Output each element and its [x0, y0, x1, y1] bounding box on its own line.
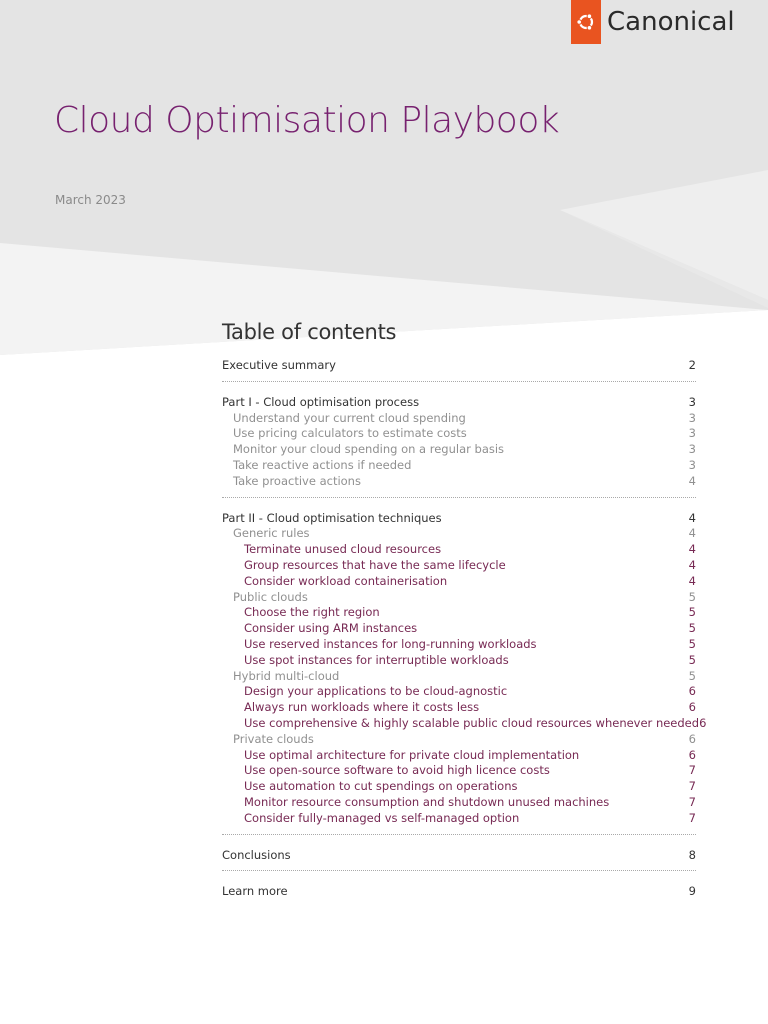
- toc-entry[interactable]: [222, 558, 696, 574]
- toc-entry-page: 4: [688, 573, 696, 588]
- toc-entry-page: 3: [688, 394, 696, 409]
- toc-entry[interactable]: [222, 700, 696, 716]
- toc-entry[interactable]: [222, 684, 696, 700]
- toc-entry[interactable]: [222, 732, 696, 748]
- toc-entry-page: 3: [688, 442, 696, 457]
- toc-entry-title: Consider fully-managed vs self-managed option: [244, 810, 520, 825]
- toc-section: [222, 884, 696, 907]
- toc-entry[interactable]: [222, 848, 696, 864]
- toc-entry-title: Part II - Cloud optimisation techniques: [222, 510, 442, 525]
- toc-entry[interactable]: [222, 715, 707, 732]
- toc-entry-title: Always run workloads where it costs less: [244, 700, 480, 715]
- toc-entry-page: 3: [688, 457, 696, 472]
- toc-entry[interactable]: [222, 884, 696, 900]
- toc-section: [222, 358, 696, 382]
- toc-entry-page: 3: [688, 426, 696, 441]
- toc-entry-title: Generic rules: [233, 526, 310, 541]
- ubuntu-circle-of-friends-icon: [571, 0, 601, 44]
- toc-entry-page: 5: [688, 621, 696, 636]
- toc-entry-page: 4: [688, 510, 696, 525]
- toc-section: [222, 395, 696, 498]
- toc-entry[interactable]: [222, 669, 696, 685]
- toc-entry[interactable]: [222, 411, 696, 427]
- toc-entry[interactable]: [222, 526, 696, 542]
- document-title: Cloud Optimisation Playbook: [54, 100, 560, 141]
- toc-entry[interactable]: [222, 395, 696, 411]
- toc-entry-title: Private clouds: [233, 731, 314, 746]
- toc-entry-page: 6: [688, 700, 696, 715]
- toc-entry-page: 6: [688, 747, 696, 762]
- toc-entry-title: Consider using ARM instances: [244, 621, 418, 636]
- toc-entry-page: 4: [688, 542, 696, 557]
- toc-entry[interactable]: [222, 763, 696, 779]
- toc-entry-title: Understand your current cloud spending: [233, 410, 466, 425]
- toc-sections: [222, 358, 707, 907]
- toc-entry-title: Use comprehensive & highly scalable public cloud resources whenever needed: [244, 715, 700, 730]
- canonical-logo: [571, 0, 735, 44]
- toc-entry[interactable]: [222, 637, 696, 653]
- toc-entry-page: 5: [688, 589, 696, 604]
- toc-entry-title: Part I - Cloud optimisation process: [222, 394, 420, 409]
- toc-entry-title: Use automation to cut spendings on operations: [244, 779, 518, 794]
- toc-entry-title: Use pricing calculators to estimate costs: [233, 426, 467, 441]
- toc-entry[interactable]: [222, 458, 696, 474]
- toc-entry[interactable]: [222, 779, 696, 795]
- table-of-contents: [222, 320, 707, 920]
- toc-entry-title: Learn more: [222, 884, 288, 899]
- toc-entry-page: 4: [688, 473, 696, 488]
- toc-entry-title: Take proactive actions: [233, 473, 361, 488]
- toc-entry-page: 6: [699, 715, 707, 730]
- toc-entry-title: Choose the right region: [244, 605, 380, 620]
- toc-heading: Table of contents: [222, 320, 397, 344]
- toc-entry-page: 6: [688, 731, 696, 746]
- toc-entry-title: Hybrid multi-cloud: [233, 668, 340, 683]
- toc-entry-title: Conclusions: [222, 847, 291, 862]
- toc-entry-title: Monitor your cloud spending on a regular basis: [233, 442, 505, 457]
- toc-entry-title: Use open-source software to avoid high licence costs: [244, 763, 550, 778]
- toc-entry[interactable]: [222, 511, 696, 527]
- toc-entry[interactable]: [222, 442, 696, 458]
- toc-entry[interactable]: [222, 542, 696, 558]
- toc-entry-page: 8: [688, 847, 696, 862]
- toc-entry-page: 9: [688, 884, 696, 899]
- toc-entry-title: Use optimal architecture for private cloud implementation: [244, 747, 580, 762]
- toc-entry[interactable]: [222, 621, 696, 637]
- brand-name: Canonical: [607, 7, 735, 37]
- document-date: March 2023: [55, 193, 126, 207]
- toc-entry[interactable]: [222, 474, 696, 490]
- toc-entry-title: Executive summary: [222, 358, 336, 372]
- toc-entry-title: Terminate unused cloud resources: [244, 542, 442, 557]
- toc-entry-page: 5: [688, 605, 696, 620]
- toc-entry-page: 7: [688, 794, 696, 809]
- toc-entry-page: 6: [688, 684, 696, 699]
- toc-entry-page: 2: [688, 358, 696, 372]
- toc-entry-page: 5: [688, 668, 696, 683]
- toc-entry[interactable]: [222, 574, 696, 590]
- toc-entry-title: Design your applications to be cloud-agnostic: [244, 684, 508, 699]
- toc-entry-page: 7: [688, 763, 696, 778]
- toc-entry[interactable]: [222, 358, 696, 374]
- toc-entry-title: Take reactive actions if needed: [233, 457, 412, 472]
- toc-entry-title: Use spot instances for interruptible workloads: [244, 652, 509, 667]
- toc-section: [222, 510, 707, 835]
- toc-entry-title: Monitor resource consumption and shutdown unused machines: [244, 794, 610, 809]
- toc-entry[interactable]: [222, 748, 696, 764]
- toc-entry-title: Group resources that have the same lifecycle: [244, 557, 506, 572]
- toc-entry-title: Use reserved instances for long-running workloads: [244, 636, 537, 651]
- toc-entry[interactable]: [222, 653, 696, 669]
- toc-entry[interactable]: [222, 605, 696, 621]
- toc-entry[interactable]: [222, 795, 696, 811]
- toc-entry-title: Public clouds: [233, 589, 308, 604]
- toc-entry[interactable]: [222, 590, 696, 606]
- toc-entry-page: 5: [688, 652, 696, 667]
- toc-entry-page: 3: [688, 410, 696, 425]
- toc-section: [222, 848, 696, 872]
- toc-entry[interactable]: [222, 426, 696, 442]
- toc-entry-page: 4: [688, 526, 696, 541]
- toc-entry-page: 7: [688, 779, 696, 794]
- toc-entry-page: 4: [688, 557, 696, 572]
- toc-entry-page: 7: [688, 810, 696, 825]
- toc-entry-page: 5: [688, 636, 696, 651]
- toc-entry-title: Consider workload containerisation: [244, 573, 448, 588]
- toc-entry[interactable]: [222, 811, 696, 827]
